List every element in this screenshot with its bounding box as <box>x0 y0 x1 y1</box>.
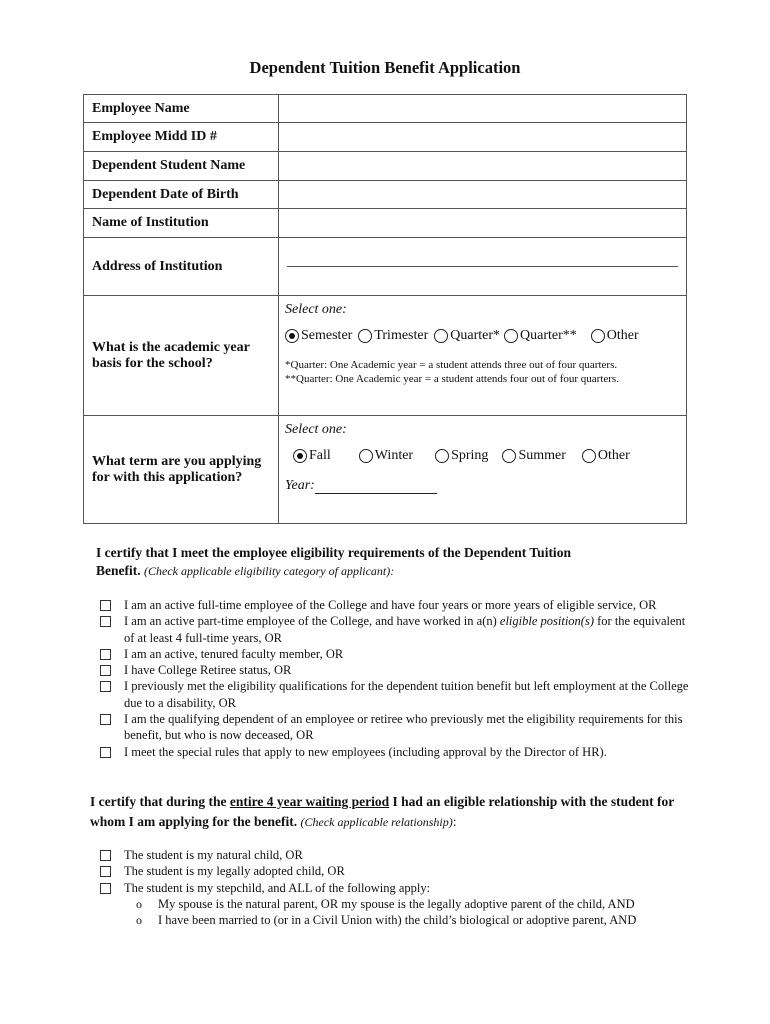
trimester-label: Trimester <box>374 328 429 343</box>
list-item <box>136 912 666 928</box>
relationship-item-1: The student is my natural child, OR <box>124 848 303 862</box>
year-input-line[interactable] <box>315 479 437 494</box>
other-academic-radio-icon[interactable] <box>591 329 605 343</box>
trimester-radio-icon[interactable] <box>358 329 372 343</box>
eligibility-heading-line-1: I certify that I meet the employee eligibility requirements of the Dependent Tuition <box>96 545 571 560</box>
relationship-item-3: The student is my stepchild, and ALL of the following apply: <box>124 880 431 895</box>
institution-cell <box>279 209 687 238</box>
list-item <box>100 744 690 760</box>
applicant-info-table <box>83 94 687 524</box>
dob-label: Dependent Date of Birth <box>84 181 279 209</box>
eligibility-item-4: I have College Retiree status, OR <box>124 663 292 678</box>
list-item <box>100 880 690 896</box>
other-academic-label: Other <box>606 328 639 343</box>
quarter-note-2: **Quarter: One Academic year = a student attends four out of four quarters. <box>285 373 619 385</box>
circle-bullet-icon: o <box>136 897 142 911</box>
employee-id-label: Employee Midd ID # <box>84 123 279 152</box>
winter-label: Winter <box>374 448 414 463</box>
dob-input[interactable] <box>287 187 678 203</box>
list-item <box>100 847 690 863</box>
relationship-heading-underlined: entire 4 year waiting period <box>229 794 390 809</box>
year-label: Year: <box>285 478 315 493</box>
relationship-heading-end: : <box>452 814 457 829</box>
year-field <box>285 478 680 494</box>
semester-radio-icon[interactable] <box>285 329 299 343</box>
list-item <box>100 678 690 711</box>
stepchild-conditions <box>136 896 666 929</box>
student-name-cell <box>279 152 687 181</box>
checkbox-icon[interactable] <box>100 665 111 676</box>
other-term-radio-icon[interactable] <box>582 449 596 463</box>
option-quarter-1[interactable] <box>434 328 500 344</box>
list-item <box>100 711 690 744</box>
address-line-2 <box>287 266 678 295</box>
relationship-heading <box>90 792 686 832</box>
term-label: What term are you applying for with this application? <box>84 416 279 524</box>
summer-label: Summer <box>518 448 566 463</box>
eligibility-list <box>100 597 690 760</box>
checkbox-icon[interactable] <box>100 649 111 660</box>
dob-cell <box>279 181 687 209</box>
relationship-heading-b: I had an eligible relationship with the student for whom I am applying for the benefit. <box>90 794 675 829</box>
checkbox-icon[interactable] <box>100 850 111 861</box>
address-label: Address of Institution <box>84 238 279 296</box>
fall-radio-icon[interactable] <box>293 449 307 463</box>
eligibility-item-1: I am an active full-time employee of the College and have four years or more years of eligible service, OR <box>124 598 657 612</box>
list-item <box>100 646 690 662</box>
checkbox-icon[interactable] <box>100 747 111 758</box>
student-name-input[interactable] <box>287 158 678 174</box>
relationship-heading-note: (Check applicable relationship) <box>300 815 453 829</box>
employee-name-label: Employee Name <box>84 95 279 123</box>
stepchild-condition-2: I have been married to (or in a Civil Union with) the child’s biological or adoptive parent, AND <box>158 913 637 928</box>
option-semester[interactable] <box>285 328 352 344</box>
institution-label: Name of Institution <box>84 209 279 238</box>
form-title: Dependent Tuition Benefit Application <box>249 58 521 77</box>
eligibility-item-3: I am an active, tenured faculty member, OR <box>124 646 344 661</box>
eligibility-heading <box>96 544 686 580</box>
list-item <box>100 662 690 678</box>
address-line-1-input[interactable] <box>287 238 678 266</box>
academic-basis-cell <box>279 296 687 416</box>
quarter-1-radio-icon[interactable] <box>434 329 448 343</box>
relationship-list <box>100 847 690 896</box>
eligibility-item-6: I am the qualifying dependent of an employee or retiree who previously met the eligibility requirements for this benefit, but who is now deceased, OR <box>124 712 683 743</box>
academic-options <box>285 328 680 344</box>
semester-label: Semester <box>301 328 353 343</box>
spring-label: Spring <box>451 448 489 463</box>
checkbox-icon[interactable] <box>100 883 111 894</box>
checkbox-icon[interactable] <box>100 616 111 627</box>
list-item <box>136 896 666 912</box>
employee-id-input[interactable] <box>287 129 678 145</box>
quarter-2-label: Quarter** <box>520 328 577 343</box>
relationship-item-2: The student is my legally adopted child, OR <box>124 864 345 879</box>
checkbox-icon[interactable] <box>100 714 111 725</box>
quarter-note-1: *Quarter: One Academic year = a student attends three out of four quarters. <box>285 359 618 371</box>
address-cell <box>279 238 687 296</box>
academic-basis-label: What is the academic year basis for the school? <box>84 296 279 416</box>
eligibility-item-5: I previously met the eligibility qualifications for the dependent tuition benefit but left employment at the College due to a disability, OR <box>124 679 689 710</box>
eligibility-item-2: I am an active part-time employee of the College, and have worked in a(n) <box>124 614 497 629</box>
eligibility-item-2-rest: for the equivalent of at least 4 full-time years, OR <box>124 614 686 645</box>
checkbox-icon[interactable] <box>100 681 111 692</box>
relationship-heading-a: I certify that during the <box>90 794 227 809</box>
spring-radio-icon[interactable] <box>435 449 449 463</box>
student-name-label: Dependent Student Name <box>84 152 279 181</box>
term-options <box>285 448 680 464</box>
option-spring[interactable] <box>435 448 488 464</box>
eligible-positions-link: eligible position(s) <box>499 614 594 629</box>
institution-input[interactable] <box>287 215 678 231</box>
option-other-academic[interactable] <box>591 328 639 344</box>
winter-radio-icon[interactable] <box>359 449 373 463</box>
list-item <box>100 597 690 613</box>
stepchild-condition-1: My spouse is the natural parent, OR my spouse is the legally adoptive parent of the child, AND <box>158 897 635 911</box>
employee-name-input[interactable] <box>287 101 678 117</box>
option-other-term[interactable] <box>582 448 630 464</box>
academic-select-prompt: Select one: <box>285 302 347 317</box>
quarter-1-label: Quarter* <box>450 328 501 343</box>
other-term-label: Other <box>597 448 630 463</box>
option-trimester[interactable] <box>358 328 428 344</box>
term-cell <box>279 416 687 524</box>
option-winter[interactable] <box>359 448 413 464</box>
address-line-2-input[interactable] <box>287 267 678 295</box>
employee-id-cell <box>279 123 687 152</box>
fall-label: Fall <box>309 448 331 463</box>
term-select-prompt: Select one: <box>285 422 347 437</box>
quarter-2-radio-icon[interactable] <box>504 329 518 343</box>
option-fall[interactable] <box>293 448 331 464</box>
address-line-1 <box>287 238 678 266</box>
employee-name-cell <box>279 95 687 123</box>
option-quarter-2[interactable] <box>504 328 577 344</box>
list-item <box>100 863 690 879</box>
option-summer[interactable] <box>502 448 565 464</box>
eligibility-item-7: I meet the special rules that apply to new employees (including approval by the Director of HR). <box>124 744 607 759</box>
quarter-notes <box>285 358 680 386</box>
summer-radio-icon[interactable] <box>502 449 516 463</box>
list-item <box>100 613 690 646</box>
eligibility-heading-note: (Check applicable eligibility category of applicant): <box>144 564 395 578</box>
checkbox-icon[interactable] <box>100 600 111 611</box>
circle-bullet-icon: o <box>136 913 142 928</box>
checkbox-icon[interactable] <box>100 866 111 877</box>
eligibility-heading-line-2: Benefit. <box>96 563 141 578</box>
